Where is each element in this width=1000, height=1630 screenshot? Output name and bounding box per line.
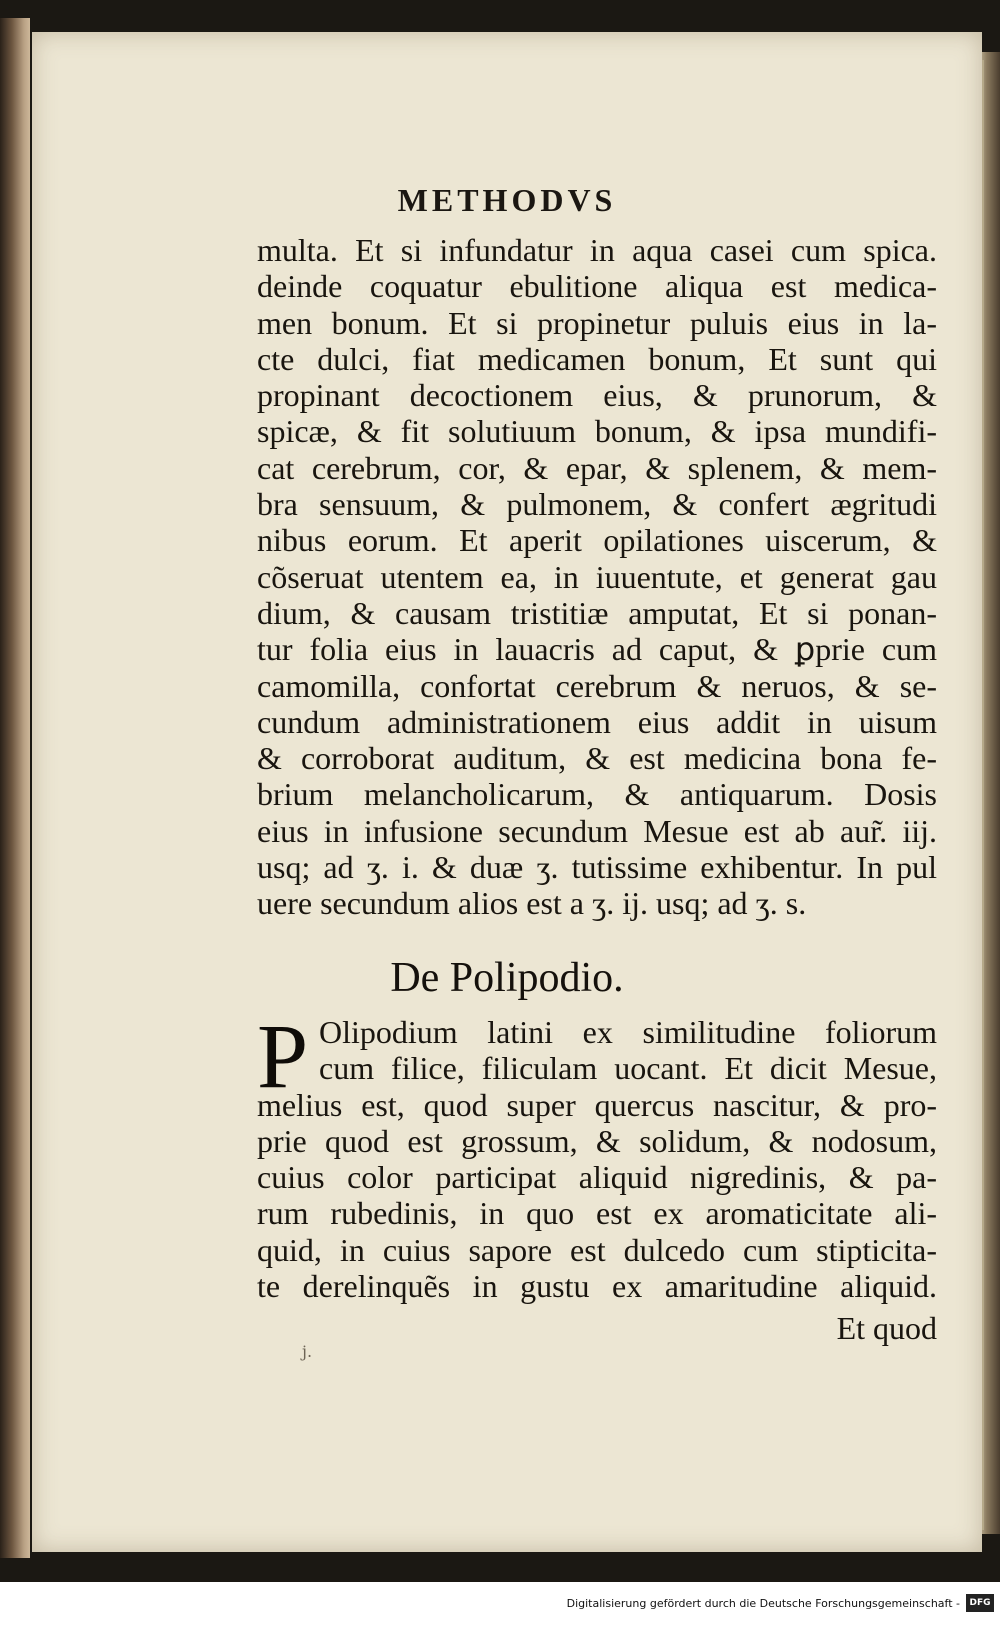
text-line: cõseruat utentem ea, in iuuentute, et generat gau — [257, 558, 937, 595]
catchword: Et quod — [836, 1310, 937, 1346]
text-line: tur folia eius in lauacris ad caput, & ꝑprie cum — [257, 631, 937, 668]
text-line: quid, in cuius sapore est dulcedo cum stipticita- — [257, 1231, 937, 1268]
text-line: cat cerebrum, cor, & epar, & splenem, & mem- — [257, 449, 937, 486]
text-line: bra sensuum, & pulmonem, & confert ægritudi — [257, 486, 937, 523]
digitization-footer — [0, 1582, 1000, 1630]
text-line: & corroborat auditum, & est medicina bona fe- — [257, 740, 937, 777]
text-line: cum filice, filiculam uocant. Et dicit Mesue, — [319, 1050, 937, 1087]
text-line: Olipodium latini ex similitudine foliorum — [319, 1014, 937, 1050]
text-line: eius in infusione secundum Mesue est ab aur̃. iij. — [257, 812, 937, 849]
text-line: spicæ, & fit solutiuum bonum, & ipsa mundifi- — [257, 413, 937, 450]
text-line: uere secundum alios est a ʒ. ij. usq; ad ʒ. s. — [257, 885, 807, 922]
text-line: cundum administrationem eius addit in uisum — [257, 703, 937, 740]
text-line: dium, & causam tristitiæ amputat, Et si ponan- — [257, 594, 937, 631]
book-page — [32, 32, 982, 1552]
text-line: camomilla, confortat cerebrum & neruos, & se- — [257, 667, 937, 704]
text-line: cuius color participat aliquid nigredinis, & pa- — [257, 1159, 937, 1196]
footer-credit: Digitalisierung gefördert durch die Deutsche Forschungsgemeinschaft - — [566, 1597, 960, 1610]
text-line: deinde coquatur ebulitione aliqua est medica- — [257, 268, 937, 305]
text-line: propinant decoctionem eius, & prunorum, & — [257, 377, 937, 414]
running-head: METHODVS — [397, 182, 617, 218]
signature-mark: j. — [302, 1342, 313, 1361]
text-line: brium melancholicarum, & antiquarum. Dosis — [257, 776, 937, 813]
text-line: melius est, quod super quercus nascitur, & pro- — [257, 1086, 937, 1123]
text-line: cte dulci, fiat medicamen bonum, Et sunt qui — [257, 340, 937, 377]
text-line: usq; ad ʒ. i. & duæ ʒ. tutissime exhibentur. In pul — [257, 849, 937, 886]
paragraph-2 — [257, 1005, 937, 1305]
section-heading: De Polipodio. — [390, 955, 624, 1001]
drop-capital: P — [257, 1005, 309, 1107]
text-line: prie quod est grossum, & solidum, & nodosum, — [257, 1122, 937, 1159]
book-cover-left-edge — [0, 18, 30, 1558]
text-line: men bonum. Et si propinetur puluis eius in la- — [257, 304, 937, 341]
text-line: nibus eorum. Et aperit opilationes uiscerum, & — [257, 522, 937, 559]
text-line: rum rubedinis, in quo est ex aromaticitate ali- — [257, 1195, 937, 1232]
dfg-logo-icon: DFG — [966, 1594, 994, 1612]
text-line: multa. Et si infundatur in aqua casei cum spica. — [257, 232, 937, 268]
paragraph-1 — [257, 232, 937, 922]
text-line: te derelinquẽs in gustu ex amaritudine aliquid. — [257, 1268, 937, 1305]
